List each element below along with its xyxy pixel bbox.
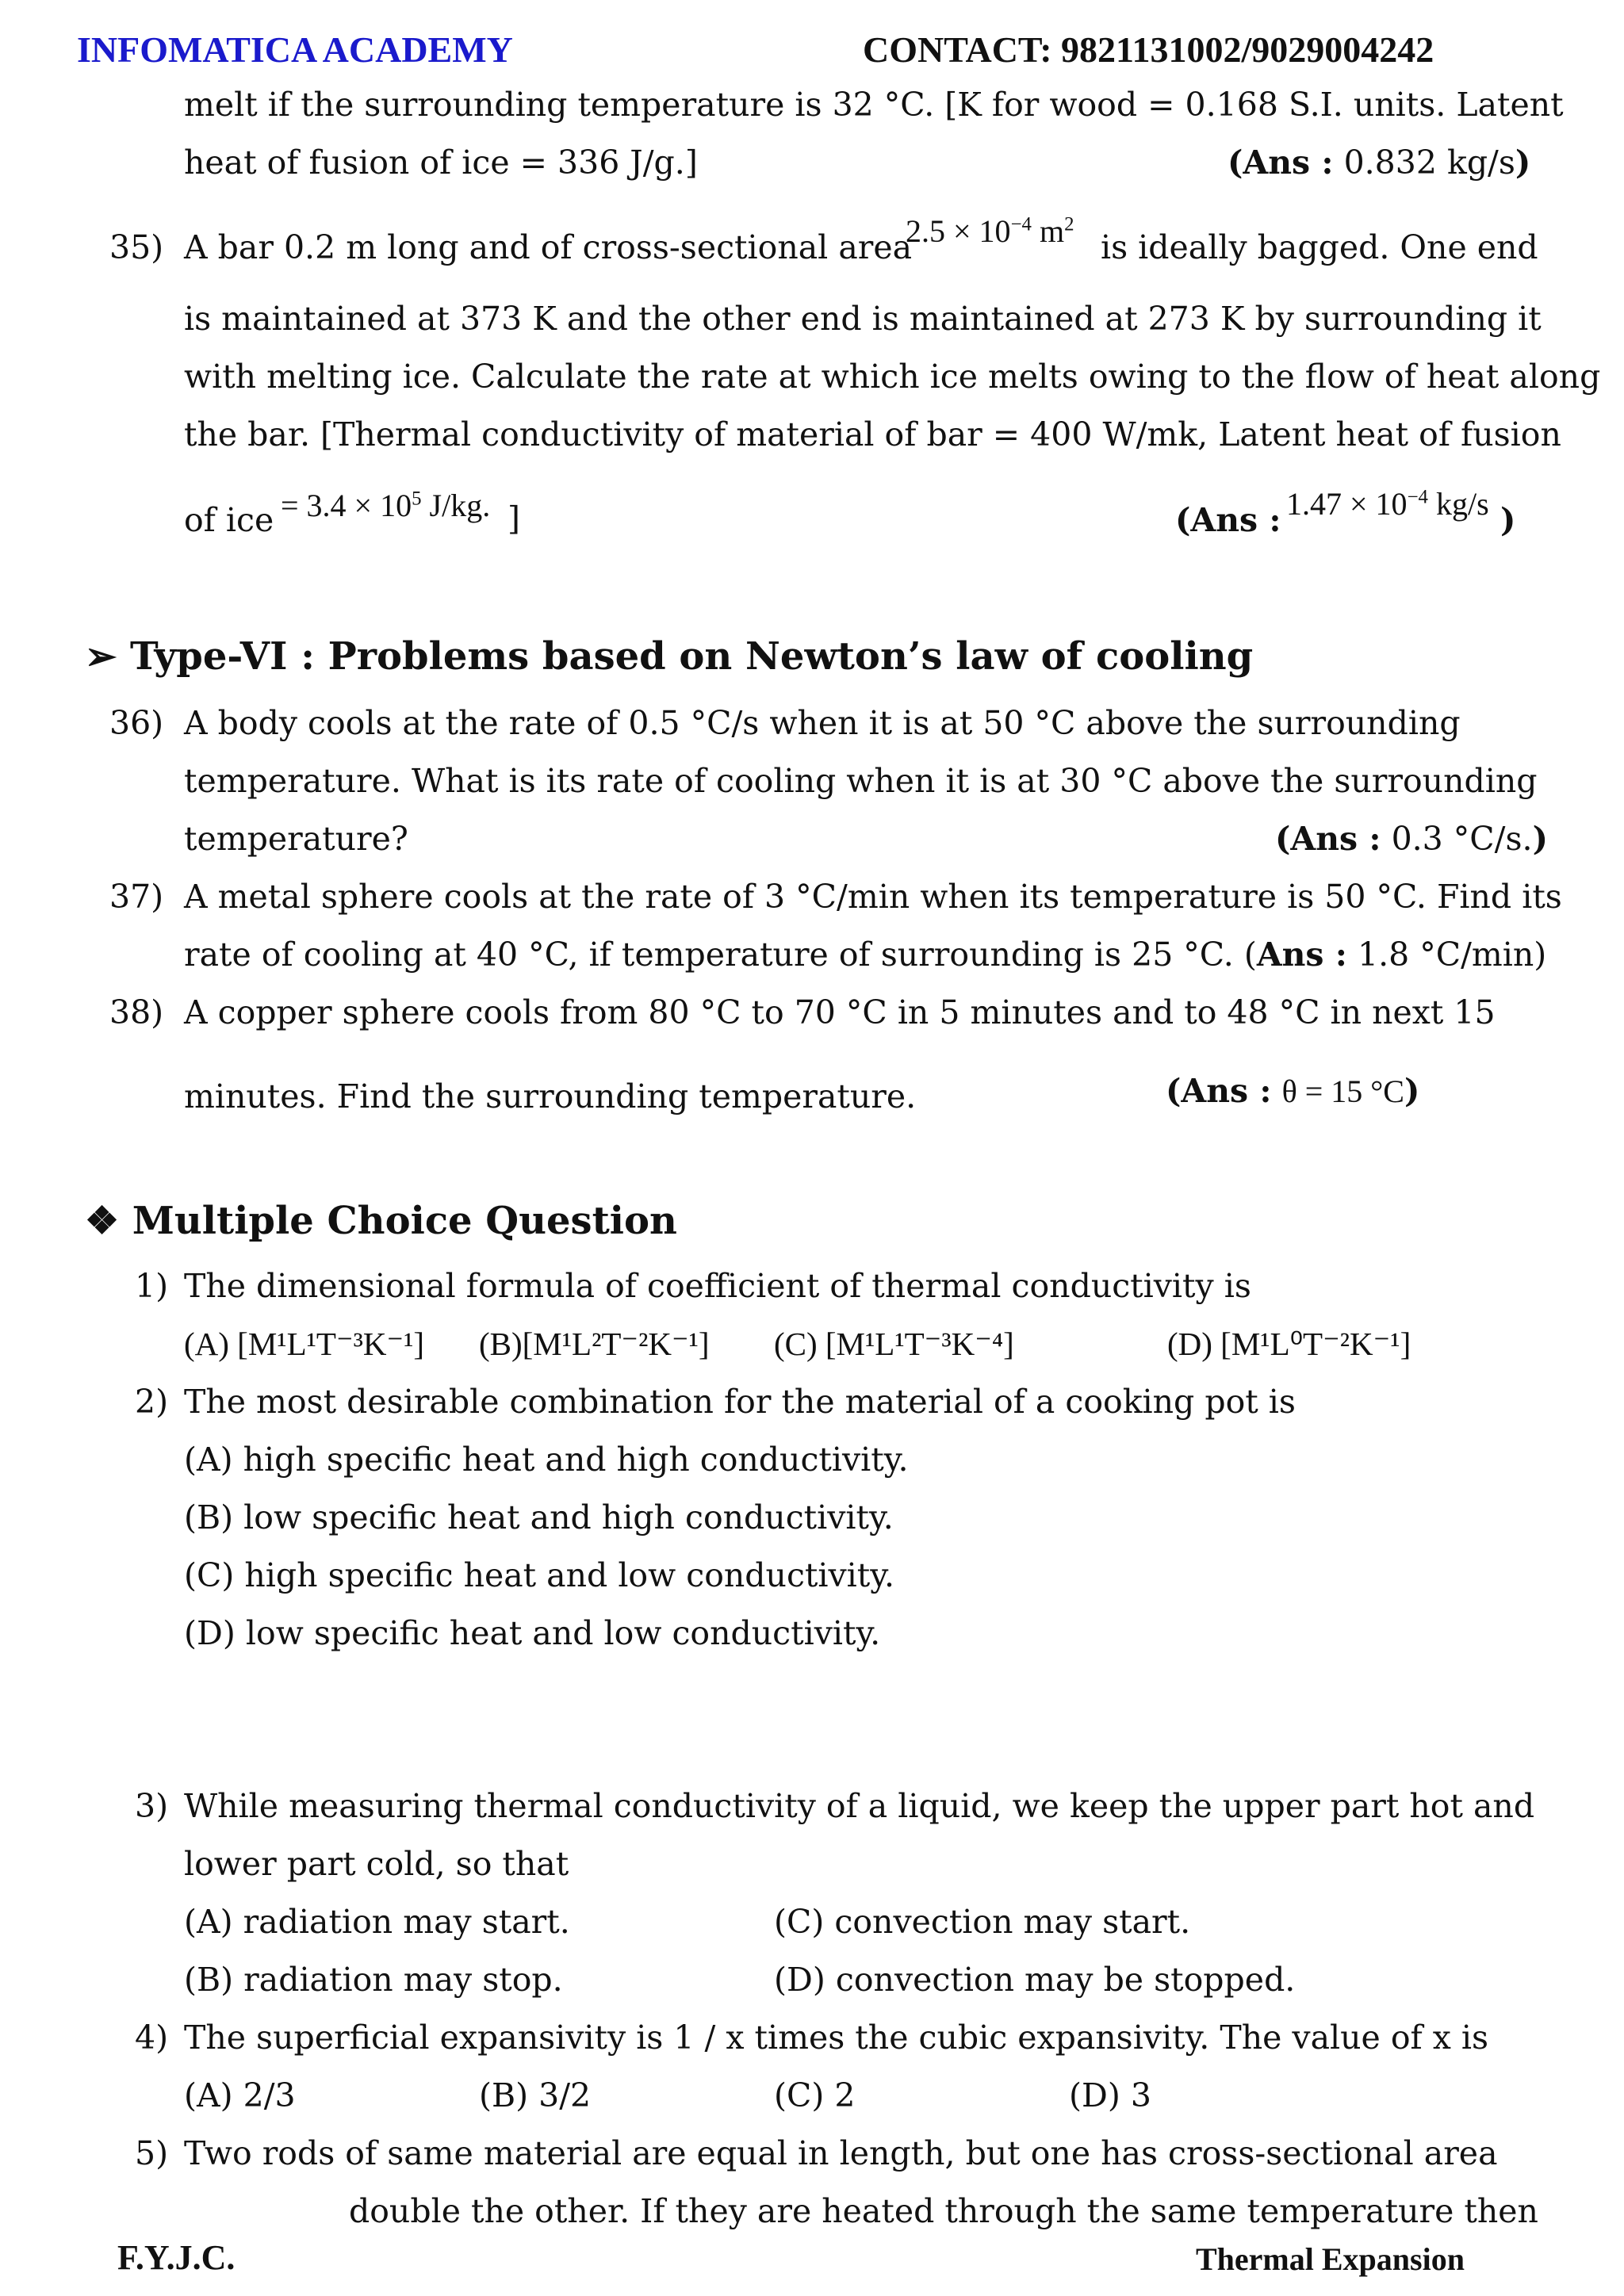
answer-value: θ = 15 °C — [1281, 1073, 1404, 1109]
q35-answer-label: (Ans : — [1175, 501, 1281, 539]
q35-latent-formula — [281, 487, 490, 524]
q34-line1: melt if the surrounding temperature is 32 °C. [K for wood = 0.168 S.I. units. Latent — [184, 86, 1564, 124]
mcq4-option-d: (D) 3 — [1069, 2076, 1151, 2114]
mcq1-number: 1) — [135, 1267, 169, 1305]
section-title: Multiple Choice Question — [132, 1199, 677, 1243]
arrow-bullet-icon: ➢ — [85, 634, 117, 679]
mcq2-question: The most desirable combination for the material of a cooking pot is — [184, 1383, 1296, 1421]
q36-line3: temperature? — [184, 820, 408, 858]
contact-info: CONTACT: 9821131002/9029004242 — [863, 29, 1434, 70]
area-base: 2.5 × 10 — [906, 213, 1011, 249]
section-title: Type-VI : Problems based on Newton’s law of cooling — [129, 634, 1254, 679]
q36-number: 36) — [109, 704, 164, 742]
mcq4-number: 4) — [135, 2019, 169, 2057]
q37-line1: A metal sphere cools at the rate of 3 °C/min when its temperature is 50 °C. Find its — [184, 878, 1562, 916]
type6-heading — [85, 634, 1253, 679]
mcq3-option-b: (B) radiation may stop. — [184, 1961, 563, 1999]
academy-name: INFOMATICA ACADEMY — [77, 29, 513, 70]
q35-line3: with melting ice. Calculate the rate at which ice melts owing to the flow of heat along — [184, 358, 1601, 396]
area-unit: m — [1039, 213, 1065, 249]
mcq3-option-d: (D) convection may be stopped. — [774, 1961, 1296, 1999]
mcq4-option-c: (C) 2 — [774, 2076, 856, 2114]
q38-number: 38) — [109, 993, 164, 1031]
latent-unit: J/kg. — [429, 488, 491, 523]
answer-close: ) — [1404, 1072, 1420, 1110]
q35-answer-formula — [1286, 485, 1489, 522]
answer-value: 0.3 °C/s. — [1391, 820, 1533, 858]
q35-line4: the bar. [Thermal conductivity of material of bar = 400 W/mk, Latent heat of fusion — [184, 415, 1561, 453]
mcq4-option-b: (B) 3/2 — [479, 2076, 592, 2114]
q37-line2-text: rate of cooling at 40 °C, if temperature of surrounding is 25 °C. — [184, 936, 1234, 974]
answer-value: 1.8 °C/min) — [1357, 936, 1547, 974]
latent-base: = 3.4 × 10 — [281, 488, 412, 523]
footer-class: F.Y.J.C. — [117, 2238, 236, 2277]
answer-close: ) — [1515, 144, 1531, 182]
answer-close: ) — [1532, 820, 1548, 858]
q36-line1: A body cools at the rate of 0.5 °C/s when it is at 50 °C above the surrounding — [184, 704, 1461, 742]
mcq5-number: 5) — [135, 2134, 169, 2172]
answer-value: 0.832 kg/s — [1343, 144, 1515, 182]
q34-line2: heat of fusion of ice = 336 J/g.] — [184, 144, 698, 182]
mcq1-question: The dimensional formula of coefficient of thermal conductivity is — [184, 1267, 1251, 1305]
diamond-bullet-icon: ❖ — [85, 1199, 120, 1243]
q35-number: 35) — [109, 228, 164, 266]
mcq3-number: 3) — [135, 1787, 169, 1825]
footer-chapter: Thermal Expansion — [1196, 2241, 1465, 2277]
answer-exponent: −4 — [1407, 486, 1428, 508]
mcq4-option-a: (A) 2/3 — [184, 2076, 296, 2114]
mcq5-question-line2: double the other. If they are heated through the same temperature then — [349, 2192, 1538, 2230]
mcq2-option-c: (C) high specific heat and low conductivity. — [184, 1556, 894, 1594]
mcq1-option-d: (D) [M¹L⁰T⁻²K⁻¹] — [1167, 1326, 1411, 1362]
answer-base: 1.47 × 10 — [1286, 486, 1408, 522]
mcq5-question-line1: Two rods of same material are equal in length, but one has cross-sectional area — [184, 2134, 1498, 2172]
answer-open: ( — [1243, 936, 1257, 974]
q35-line5a: of ice — [184, 501, 274, 539]
mcq1-option-b: (B)[M¹L²T⁻²K⁻¹] — [479, 1326, 710, 1362]
area-unit-exponent: 2 — [1064, 213, 1074, 235]
q35-line1a: A bar 0.2 m long and of cross-sectional area — [184, 228, 913, 266]
q34-answer — [1228, 144, 1530, 182]
q35-answer-close: ) — [1500, 501, 1516, 539]
answer-label: (Ans : — [1275, 820, 1381, 858]
q35-area-formula — [906, 212, 1074, 250]
q38-line1: A copper sphere cools from 80 °C to 70 °C in 5 minutes and to 48 °C in next 15 — [184, 993, 1496, 1031]
mcq-heading — [85, 1199, 677, 1243]
q38-line2: minutes. Find the surrounding temperature. — [184, 1077, 917, 1115]
latent-exponent: 5 — [412, 488, 422, 510]
mcq3-question-line2: lower part cold, so that — [184, 1845, 569, 1883]
q36-line2: temperature. What is its rate of cooling when it is at 30 °C above the surrounding — [184, 762, 1538, 800]
mcq2-option-b: (B) low specific heat and high conductivity. — [184, 1498, 894, 1536]
q37-line2 — [184, 936, 1546, 974]
mcq1-option-a: (A) [M¹L¹T⁻³K⁻¹] — [184, 1326, 425, 1362]
mcq3-option-a: (A) radiation may start. — [184, 1903, 570, 1941]
mcq1-option-c: (C) [M¹L¹T⁻³K⁻⁴] — [774, 1326, 1014, 1362]
q37-number: 37) — [109, 878, 164, 916]
answer-label: (Ans : — [1228, 144, 1334, 182]
answer-label: Ans : — [1256, 936, 1347, 974]
mcq2-number: 2) — [135, 1383, 169, 1421]
mcq2-option-d: (D) low specific heat and low conductivity. — [184, 1614, 881, 1652]
q35-line2: is maintained at 373 K and the other end is maintained at 273 K by surrounding it — [184, 300, 1542, 338]
q36-answer — [1275, 820, 1548, 858]
mcq3-question-line1: While measuring thermal conductivity of a liquid, we keep the upper part hot and — [184, 1787, 1535, 1825]
q35-line5b: ] — [508, 499, 520, 538]
mcq3-option-c: (C) convection may start. — [774, 1903, 1191, 1941]
answer-unit: kg/s — [1435, 486, 1489, 522]
mcq4-question: The superficial expansivity is 1 / x times the cubic expansivity. The value of x is — [184, 2019, 1489, 2057]
answer-label: (Ans : — [1166, 1072, 1272, 1110]
area-exponent: −4 — [1010, 213, 1032, 235]
mcq2-option-a: (A) high specific heat and high conductivity. — [184, 1441, 909, 1479]
q38-answer — [1166, 1072, 1419, 1110]
q35-line1b: is ideally bagged. One end — [1101, 228, 1538, 266]
